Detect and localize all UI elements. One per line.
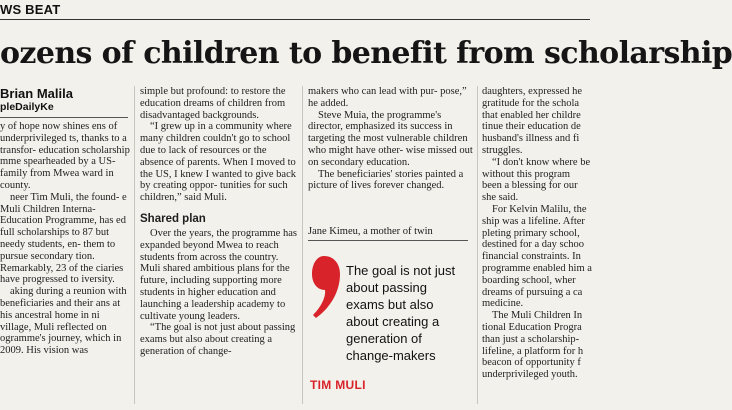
caption-divider bbox=[308, 240, 468, 241]
photo-caption: Jane Kimeu, a mother of twin bbox=[308, 226, 433, 237]
paragraph: aking during a reunion with beneficiaries and their ans at his ancestral home in ni village, Muli reflected on ogramme's journey, which in 2009. His vision was bbox=[0, 286, 127, 357]
article-column-3 bbox=[308, 86, 473, 192]
pull-quote-attribution: TIM MULI bbox=[310, 378, 366, 392]
paragraph: Over the years, the programme has expanded beyond Mwea to reach students from across the country. Muli shared ambitious plans for the future, including supporting more students in higher education and launching a leadership academy to cultivate young leaders. bbox=[140, 227, 297, 322]
pull-quote-text: The goal is not just about passing exams but also about creating a generation of change-makers bbox=[346, 263, 456, 363]
article-column-4 bbox=[482, 86, 592, 381]
paragraph: “The goal is not just about passing exams but also about creating a generation of change- bbox=[140, 322, 296, 357]
pull-quote bbox=[308, 252, 476, 402]
paragraph: “I don't know where be without this program been a blessing for our she said. bbox=[482, 156, 591, 204]
article-column-2 bbox=[140, 86, 298, 358]
subheading: Shared plan bbox=[140, 212, 206, 225]
column-divider bbox=[477, 86, 478, 404]
paragraph: For Kelvin Malilu, the ship was a lifeline. After pleting primary school, destined for a day schoo financial constraints. In programme enabled him a boarding school, wher dreams of pursuing a ca medicine. bbox=[482, 203, 592, 310]
headline: ozens of children to benefit from scholarship bbox=[0, 36, 732, 71]
byline-handle: pleDailyKe bbox=[0, 101, 54, 113]
column-divider bbox=[134, 86, 135, 404]
paragraph: The beneficiaries' stories painted a picture of lives forever changed. bbox=[308, 168, 464, 192]
quote-mark-icon bbox=[310, 252, 342, 322]
paragraph: makers who can lead with pur- pose,” he added. bbox=[308, 86, 467, 109]
section-header bbox=[0, 0, 590, 20]
paragraph: y of hope now shines ens of underprivileged ts, thanks to a transfor- education scholarship mme spearheaded by a US- family from Mwea ward in county. bbox=[0, 121, 130, 191]
paragraph: Steve Muia, the programme's director, emphasized its success in targeting the most vulnerable children who might have other- wise missed out on secondary education. bbox=[308, 109, 473, 168]
column-divider bbox=[302, 86, 303, 404]
paragraph: daughters, expressed he gratitude for the schola that enabled her childre tinue their education de husband's illness and fi struggles. bbox=[482, 86, 583, 156]
byline-divider bbox=[0, 117, 128, 118]
article-column-1 bbox=[0, 121, 130, 357]
byline bbox=[0, 86, 130, 114]
byline-name: Brian Malila bbox=[0, 86, 73, 101]
paragraph: The Muli Children In tional Education Progra than just a scholarship- lifeline, a platform for h beacon of opportunity f underprivileged youth. bbox=[482, 310, 584, 381]
paragraph: “I grew up in a community where many children couldn't go to school due to lack of resources or the absence of parents. When I moved to the US, I knew I wanted to give back by creating oppor- tunities for such children,” said Muli. bbox=[140, 121, 296, 204]
paragraph: neer Tim Muli, the found- e Muli Children Interna- Education Programme, has ed full scholarships to 87 but needy students, en- them to pursue secondary tion. Remarkably, 23 of the ciaries have progressed to iversity. bbox=[0, 191, 127, 286]
paragraph: simple but profound: to restore the education dreams of children from disadvantaged backgrounds. bbox=[140, 86, 286, 121]
section-divider bbox=[0, 19, 590, 20]
section-label: WS BEAT bbox=[0, 2, 61, 17]
